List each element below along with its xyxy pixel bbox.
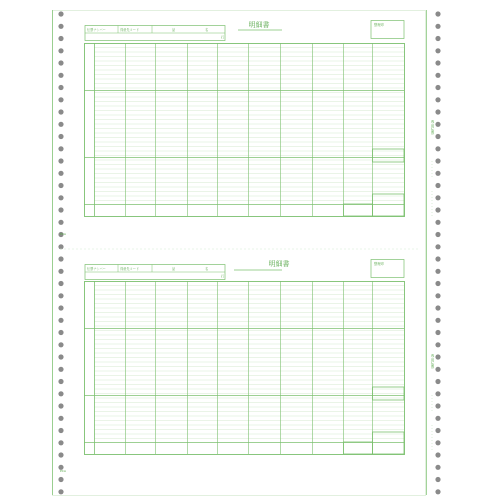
sprocket-hole [58, 158, 63, 163]
footer-box [344, 442, 373, 454]
sprocket-hole [435, 428, 440, 433]
svg-text:・・・・・・・・・: ・・・・・・・・・ [430, 424, 434, 451]
sprocket-hole [435, 60, 440, 65]
sprocket-hole [435, 403, 440, 408]
svg-text:・・・・・・: ・・・・・・ [430, 394, 434, 412]
sprocket-hole [435, 330, 440, 335]
sprocket-hole [435, 109, 440, 114]
sprocket-hole [58, 48, 63, 53]
sprocket-hole [58, 256, 63, 261]
sprocket-hole [435, 489, 440, 494]
sprocket-hole [435, 183, 440, 188]
sprocket-hole [58, 305, 63, 310]
page-outline [53, 11, 426, 496]
left-tractor-holes [58, 11, 63, 494]
sprocket-hole [58, 391, 63, 396]
sprocket-hole [58, 24, 63, 29]
slip-bottom [60, 259, 435, 473]
sprocket-hole [58, 207, 63, 212]
sprocket-hole [435, 452, 440, 457]
sprocket-hole [435, 293, 440, 298]
sprocket-hole [435, 416, 440, 421]
sprocket-hole [435, 318, 440, 323]
sprocket-hole [435, 305, 440, 310]
strip-vertical-text: 専用伝票 [431, 120, 435, 135]
sprocket-hole [58, 220, 63, 225]
strip-small-text: PCA [60, 232, 66, 236]
svg-text:・・・・・・・・・: ・・・・・・・・・ [430, 190, 434, 217]
sprocket-hole [58, 36, 63, 41]
header-cell: 得意先コード [120, 267, 140, 271]
sprocket-hole [58, 73, 63, 78]
svg-text:・・・・・・: ・・・・・・ [430, 160, 434, 178]
sprocket-hole [58, 146, 63, 151]
sprocket-hole [58, 244, 63, 249]
sprocket-hole [435, 379, 440, 384]
sprocket-hole [58, 11, 63, 16]
sprocket-hole [435, 367, 440, 372]
sprocket-hole [58, 183, 63, 188]
sprocket-hole [435, 440, 440, 445]
right-tractor-holes [435, 11, 440, 494]
header-cell: 得意先コード [120, 28, 140, 32]
sprocket-hole [435, 11, 440, 16]
header-cell: 行 [221, 35, 225, 40]
sprocket-hole [435, 207, 440, 212]
sprocket-hole [58, 354, 63, 359]
sprocket-hole [58, 477, 63, 482]
sprocket-hole [58, 416, 63, 421]
sprocket-hole [435, 158, 440, 163]
sprocket-hole [58, 403, 63, 408]
sprocket-hole [58, 85, 63, 90]
stamp-box-label: 整理印 [374, 262, 385, 266]
sprocket-hole [58, 318, 63, 323]
total-box [373, 432, 405, 454]
header-cell: 品 [172, 28, 176, 32]
sprocket-hole [58, 379, 63, 384]
sprocket-hole [435, 354, 440, 359]
sprocket-hole [435, 220, 440, 225]
sprocket-hole [58, 195, 63, 200]
sprocket-hole [435, 232, 440, 237]
sprocket-hole [435, 391, 440, 396]
sprocket-hole [58, 60, 63, 65]
strip-vertical-text: 専用伝票 [431, 354, 435, 369]
sprocket-hole [435, 122, 440, 127]
sprocket-hole [58, 330, 63, 335]
sprocket-hole [435, 244, 440, 249]
detail-grid [84, 43, 405, 217]
header-cell: 伝票ナンバー [87, 267, 106, 271]
slip-title: 明細書 [248, 21, 270, 29]
detail-grid [84, 281, 405, 455]
sprocket-hole [435, 477, 440, 482]
sprocket-hole [58, 281, 63, 286]
sprocket-hole [435, 171, 440, 176]
slip-top [60, 20, 435, 236]
sprocket-hole [435, 134, 440, 139]
footer-box [344, 204, 373, 216]
header-cell: 伝票ナンバー [87, 28, 106, 32]
sprocket-hole [435, 24, 440, 29]
sprocket-hole [435, 269, 440, 274]
grid-border [85, 44, 405, 217]
sprocket-hole [58, 109, 63, 114]
total-box [373, 194, 405, 216]
strip-small-text: PCA [60, 469, 66, 473]
sprocket-hole [435, 146, 440, 151]
sprocket-hole [435, 342, 440, 347]
sprocket-hole [435, 97, 440, 102]
stamp-box-label: 整理印 [374, 23, 385, 27]
sprocket-hole [435, 73, 440, 78]
sprocket-hole [435, 195, 440, 200]
grid-border [85, 282, 405, 455]
sprocket-hole [58, 269, 63, 274]
header-cell: 名 [205, 28, 209, 32]
header-cell: 品 [172, 267, 176, 271]
sprocket-hole [58, 489, 63, 494]
sprocket-hole [58, 122, 63, 127]
header-cell: 名 [205, 267, 209, 271]
sprocket-hole [58, 134, 63, 139]
slip-title: 明細書 [268, 260, 290, 268]
header-cell: 行 [221, 274, 225, 279]
sprocket-hole [435, 85, 440, 90]
sprocket-hole [58, 440, 63, 445]
sprocket-hole [435, 465, 440, 470]
sprocket-hole [58, 97, 63, 102]
sprocket-hole [58, 367, 63, 372]
sprocket-hole [58, 171, 63, 176]
sprocket-hole [58, 428, 63, 433]
sprocket-hole [58, 452, 63, 457]
sprocket-hole [58, 293, 63, 298]
sprocket-hole [58, 342, 63, 347]
sprocket-hole [435, 48, 440, 53]
sprocket-hole [435, 256, 440, 261]
sprocket-hole [435, 281, 440, 286]
sprocket-hole [435, 36, 440, 41]
